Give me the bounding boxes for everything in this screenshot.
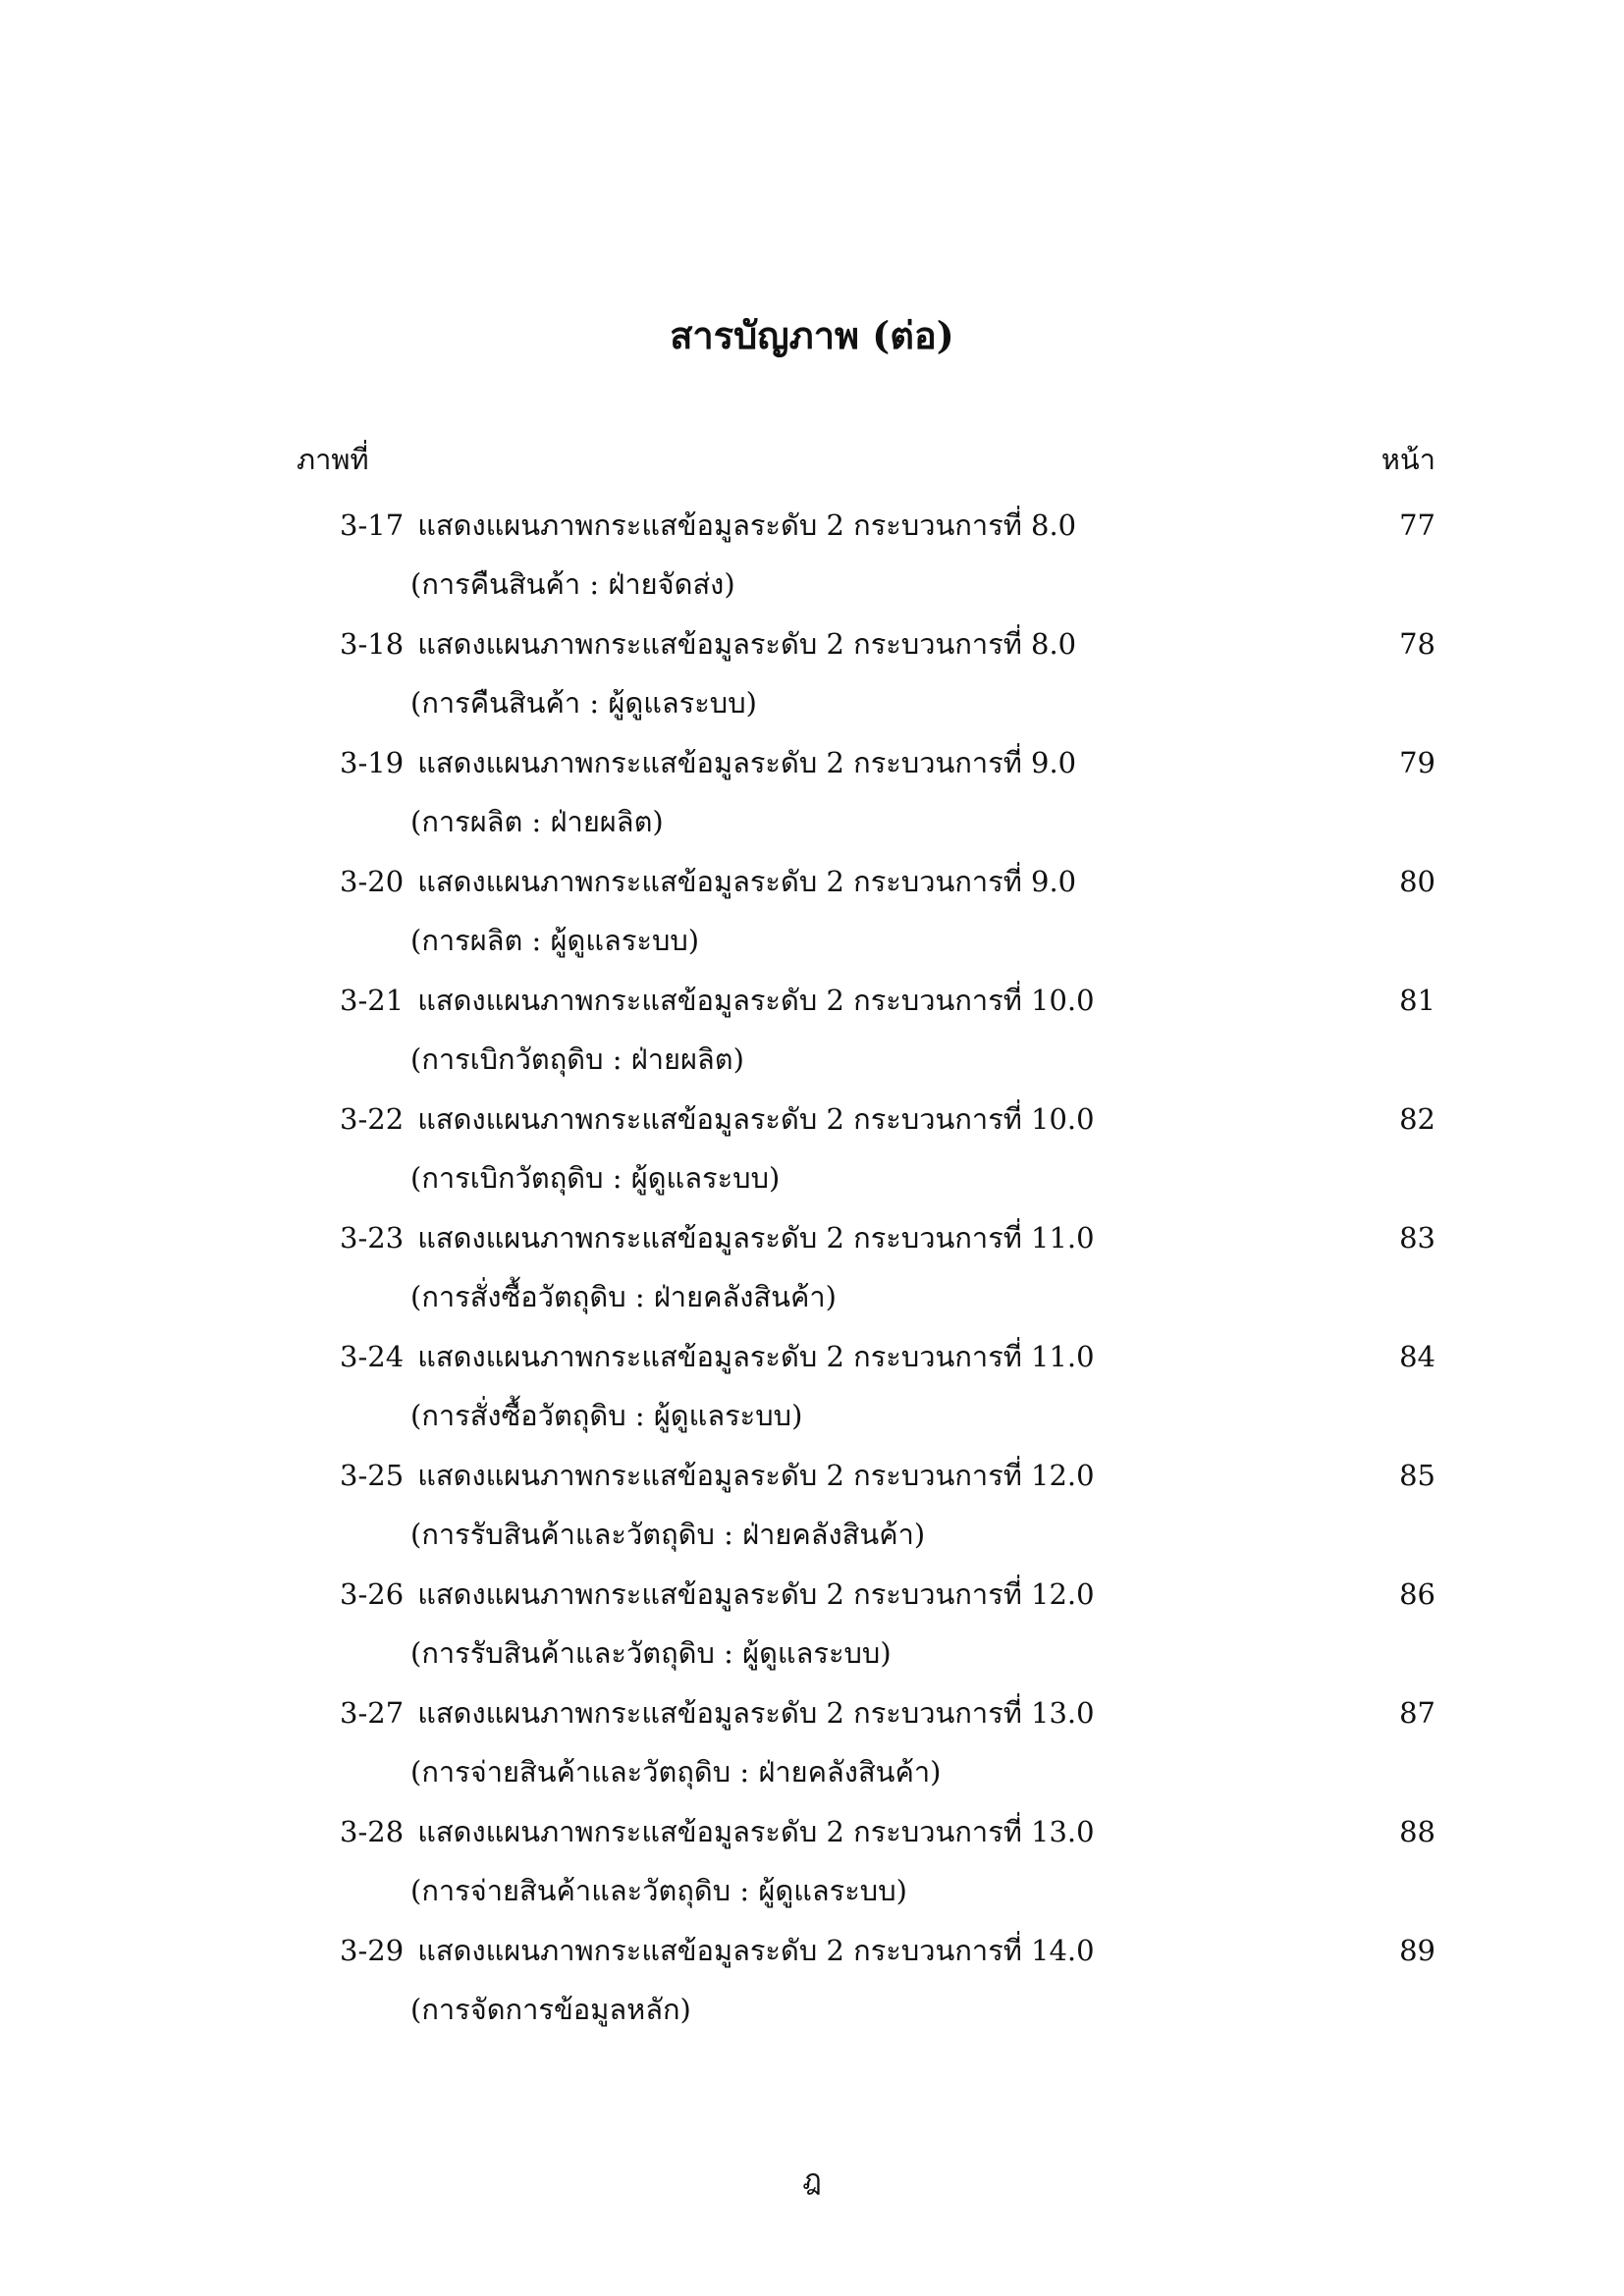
page-number-column-header: หน้า	[1380, 443, 1435, 476]
figure-number-column-header: ภาพที่	[297, 443, 369, 476]
figure-title: แสดงแผนภาพกระแสข้อมูลระดับ 2 กระบวนการที่	[417, 627, 1022, 661]
figure-number: 3-19	[340, 746, 405, 779]
process-number: 14.0	[1031, 1934, 1095, 1967]
entry-line	[340, 619, 1022, 668]
figure-subtitle: (การผลิต : ผู้ดูแลระบบ)	[410, 924, 700, 957]
figure-subtitle: (การคืนสินค้า : ฝ่ายจัดส่ง)	[410, 567, 735, 601]
entry-line	[340, 1688, 1022, 1737]
figure-number: 3-25	[340, 1459, 405, 1492]
figure-subtitle: (การคืนสินค้า : ผู้ดูแลระบบ)	[410, 686, 757, 720]
list-item	[0, 738, 1624, 857]
list-item	[0, 1095, 1624, 1213]
page-number: 82	[1399, 1102, 1435, 1136]
list-item	[0, 1688, 1624, 1807]
page-number: 86	[1399, 1577, 1435, 1611]
list-item	[0, 1570, 1624, 1688]
list-item	[0, 976, 1624, 1095]
page-title: สารบัญภาพ (ต่อ)	[670, 313, 954, 357]
list-item	[0, 501, 1624, 619]
process-number: 12.0	[1031, 1577, 1095, 1611]
figure-subtitle: (การผลิต : ฝ่ายผลิต)	[410, 805, 664, 838]
page-number: 85	[1399, 1459, 1435, 1492]
process-number: 9.0	[1031, 865, 1077, 898]
figure-subtitle: (การรับสินค้าและวัตถุดิบ : ฝ่ายคลังสินค้า)	[410, 1518, 926, 1551]
figure-number: 3-24	[340, 1340, 405, 1373]
figure-title: แสดงแผนภาพกระแสข้อมูลระดับ 2 กระบวนการที่	[417, 746, 1022, 779]
figure-subtitle: (การจัดการข้อมูลหลัก)	[410, 1993, 691, 2026]
figure-title: แสดงแผนภาพกระแสข้อมูลระดับ 2 กระบวนการที่	[417, 508, 1022, 542]
process-number: 10.0	[1031, 984, 1095, 1017]
process-number: 13.0	[1031, 1815, 1095, 1848]
entry-line	[340, 1213, 1022, 1262]
list-item	[0, 619, 1624, 738]
figure-title: แสดงแผนภาพกระแสข้อมูลระดับ 2 กระบวนการที่	[417, 865, 1022, 898]
figure-title: แสดงแผนภาพกระแสข้อมูลระดับ 2 กระบวนการที่	[417, 1577, 1022, 1611]
page-number: 87	[1399, 1696, 1435, 1730]
process-number: 13.0	[1031, 1696, 1095, 1730]
entry-line	[340, 501, 1022, 550]
figure-number: 3-20	[340, 865, 405, 898]
figure-number: 3-29	[340, 1934, 405, 1967]
figure-number: 3-27	[340, 1696, 405, 1730]
process-number: 9.0	[1031, 746, 1077, 779]
figure-number: 3-17	[340, 508, 405, 542]
process-number: 11.0	[1031, 1221, 1095, 1255]
page-number: 83	[1399, 1221, 1435, 1255]
figure-number: 3-18	[340, 627, 405, 661]
figure-number: 3-22	[340, 1102, 405, 1136]
figure-subtitle: (การสั่งซื้อวัตถุดิบ : ฝ่ายคลังสินค้า)	[410, 1280, 837, 1313]
entry-line	[340, 1926, 1022, 1975]
page-number: 84	[1399, 1340, 1435, 1373]
figure-title: แสดงแผนภาพกระแสข้อมูลระดับ 2 กระบวนการที่	[417, 1696, 1022, 1730]
page-footer-number: ฎ	[802, 2163, 822, 2196]
page-number: 78	[1399, 627, 1435, 661]
entry-line	[340, 1807, 1022, 1856]
page-number: 89	[1399, 1934, 1435, 1967]
figure-subtitle: (การสั่งซื้อวัตถุดิบ : ผู้ดูแลระบบ)	[410, 1399, 803, 1432]
figure-title: แสดงแผนภาพกระแสข้อมูลระดับ 2 กระบวนการที่	[417, 1815, 1022, 1848]
entry-line	[340, 976, 1022, 1025]
figure-subtitle: (การจ่ายสินค้าและวัตถุดิบ : ผู้ดูแลระบบ)	[410, 1874, 907, 1907]
list-item	[0, 1926, 1624, 2045]
entry-line	[340, 1095, 1022, 1144]
figure-subtitle: (การรับสินค้าและวัตถุดิบ : ผู้ดูแลระบบ)	[410, 1636, 892, 1670]
list-item	[0, 857, 1624, 976]
page-number: 81	[1399, 984, 1435, 1017]
page-number: 80	[1399, 865, 1435, 898]
process-number: 8.0	[1031, 508, 1077, 542]
entry-line	[340, 1332, 1022, 1381]
entry-line	[340, 1451, 1022, 1500]
page-number: 88	[1399, 1815, 1435, 1848]
figure-list	[0, 501, 1624, 2045]
figure-title: แสดงแผนภาพกระแสข้อมูลระดับ 2 กระบวนการที่	[417, 1102, 1022, 1136]
list-item	[0, 1451, 1624, 1570]
figure-number: 3-23	[340, 1221, 405, 1255]
figure-number: 3-26	[340, 1577, 405, 1611]
figure-number: 3-28	[340, 1815, 405, 1848]
entry-line	[340, 1570, 1022, 1619]
list-item	[0, 1332, 1624, 1451]
page-number: 79	[1399, 746, 1435, 779]
list-item	[0, 1807, 1624, 1926]
figure-subtitle: (การเบิกวัตถุดิบ : ฝ่ายผลิต)	[410, 1042, 744, 1076]
entry-line	[340, 857, 1022, 906]
list-item	[0, 1213, 1624, 1332]
process-number: 11.0	[1031, 1340, 1095, 1373]
entry-line	[340, 738, 1022, 787]
figure-subtitle: (การเบิกวัตถุดิบ : ผู้ดูแลระบบ)	[410, 1161, 781, 1195]
figure-subtitle: (การจ่ายสินค้าและวัตถุดิบ : ฝ่ายคลังสินค้า)	[410, 1755, 942, 1789]
figure-title: แสดงแผนภาพกระแสข้อมูลระดับ 2 กระบวนการที่	[417, 1459, 1022, 1492]
process-number: 10.0	[1031, 1102, 1095, 1136]
page-number: 77	[1399, 508, 1435, 542]
figure-title: แสดงแผนภาพกระแสข้อมูลระดับ 2 กระบวนการที่	[417, 1934, 1022, 1967]
figure-number: 3-21	[340, 984, 405, 1017]
process-number: 8.0	[1031, 627, 1077, 661]
figure-title: แสดงแผนภาพกระแสข้อมูลระดับ 2 กระบวนการที่	[417, 984, 1022, 1017]
process-number: 12.0	[1031, 1459, 1095, 1492]
figure-title: แสดงแผนภาพกระแสข้อมูลระดับ 2 กระบวนการที่	[417, 1221, 1022, 1255]
figure-title: แสดงแผนภาพกระแสข้อมูลระดับ 2 กระบวนการที่	[417, 1340, 1022, 1373]
